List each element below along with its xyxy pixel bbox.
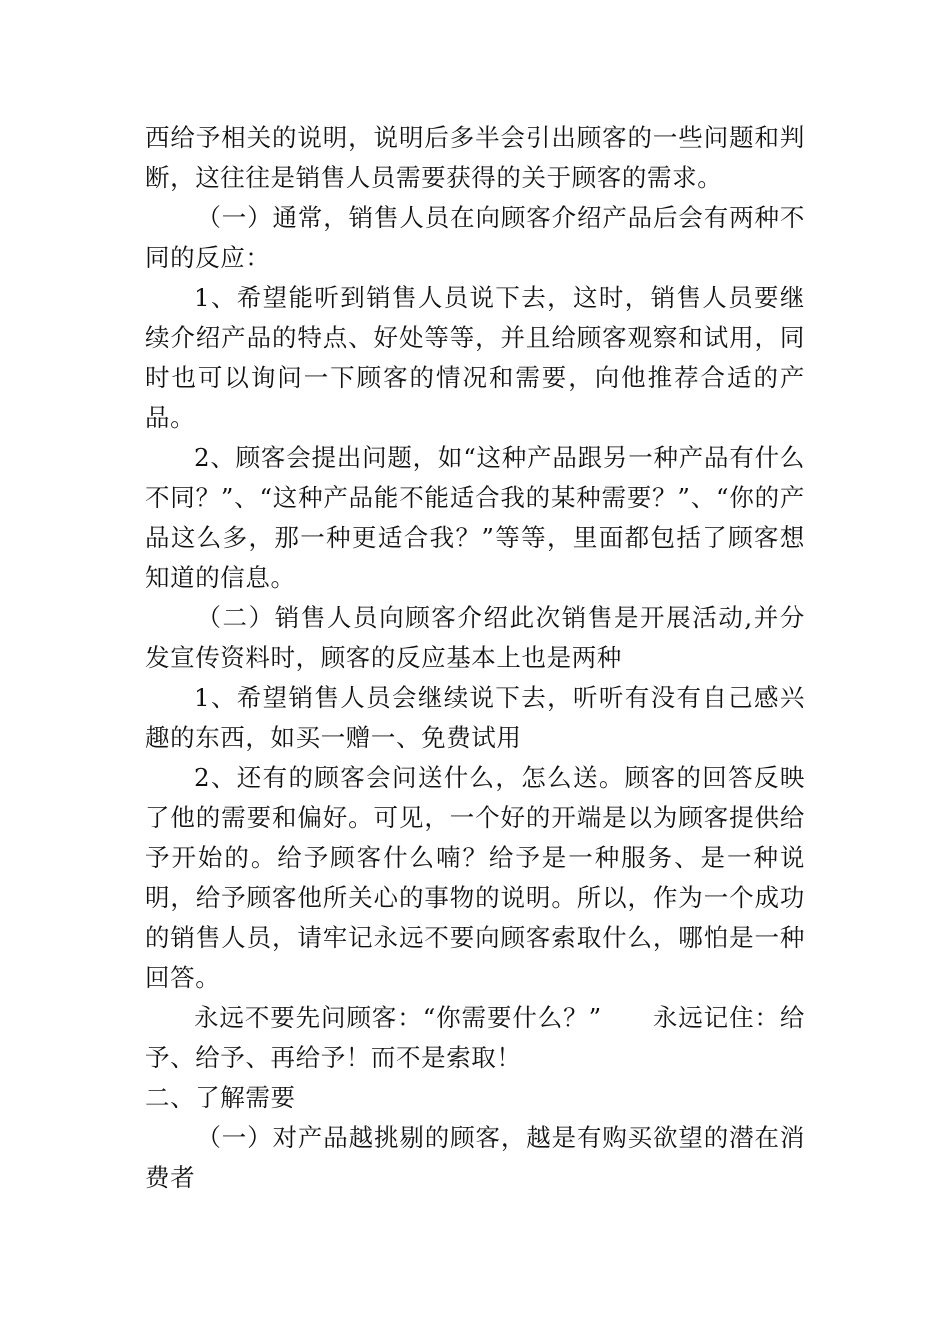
paragraph-reaction-2: 2、顾客会提出问题，如“这种产品跟另一种产品有什么不同？”、“这种产品能不能适合我的某种需要？”、“你的产品这么多，那一种更适合我？”等等，里面都包括了顾客想知道的信息。 [145,443,805,592]
section-heading-understand-needs: 二、了解需要 [145,1083,296,1112]
paragraph-picky-customers: （一）对产品越挑剔的顾客，越是有购买欲望的潜在消费者 [145,1123,805,1192]
paragraph-give-reminder: 永远不要先问顾客：“你需要什么？” 永远记住：给予、给予、再给予！而不是索取！ [145,1003,805,1072]
paragraph-activity-1: 1、希望销售人员会继续说下去，听听有没有自己感兴趣的东西，如买一赠一、免费试用 [145,683,805,752]
document-body [145,118,805,1198]
paragraph-continuation: 西给予相关的说明，说明后多半会引出顾客的一些问题和判断，这往往是销售人员需要获得的关于顾客的需求。 [145,123,805,192]
paragraph-reaction-intro: （一）通常，销售人员在向顾客介绍产品后会有两种不同的反应： [145,203,805,272]
paragraph-reaction-1: 1、希望能听到销售人员说下去，这时，销售人员要继续介绍产品的特点、好处等等，并且给顾客观察和试用，同时也可以询问一下顾客的情况和需要，向他推荐合适的产品。 [145,283,805,432]
paragraph-activity-intro: （二）销售人员向顾客介绍此次销售是开展活动,并分发宣传资料时，顾客的反应基本上也是两种 [145,603,805,672]
paragraph-activity-2: 2、还有的顾客会问送什么，怎么送。顾客的回答反映了他的需要和偏好。可见，一个好的开端是以为顾客提供给予开始的。给予顾客什么喃？给予是一种服务、是一种说明，给予顾客他所关心的事物的说明。所以，作为一个成功的销售人员，请牢记永远不要向顾客索取什么，哪怕是一种回答。 [145,763,805,992]
